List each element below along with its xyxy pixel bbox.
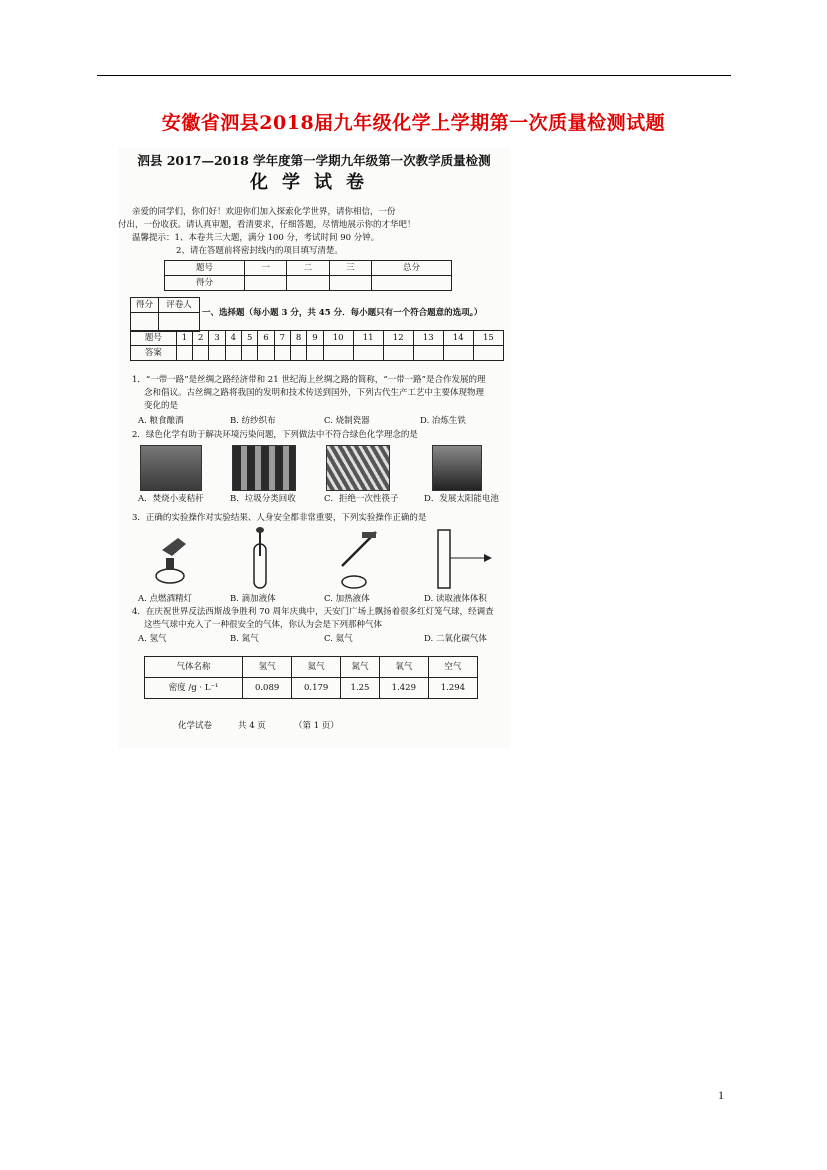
q1-option-b: B. 纺纱织布 bbox=[230, 416, 276, 426]
q4-option-d: D. 二氧化碳气体 bbox=[424, 634, 487, 644]
answer-blank-cell bbox=[242, 346, 258, 361]
q2-option-d: D．发展太阳能电池 bbox=[424, 494, 499, 504]
gas-table-density-label: 密度 /g · L⁻¹ bbox=[145, 678, 243, 699]
exam-header: 泗县 2017—2018 学年度第一学期九年级第一次教学质量检测 bbox=[137, 153, 491, 168]
tip-line-1: 温馨提示：1、本卷共三大题，满分 100 分，考试时间 90 分钟。 bbox=[132, 233, 380, 243]
answer-blank-cell bbox=[443, 346, 473, 361]
gas-density-cell: 0.179 bbox=[292, 678, 341, 699]
q4-stem-2: 这些气球中充入了一种很安全的气体，你认为会是下列那种气体 bbox=[144, 620, 383, 630]
answer-number-cell: 4 bbox=[225, 331, 241, 346]
q1-stem-2: 念和倡议。古丝绸之路将我国的发明和技术传送到国外，下列古代生产工艺中主要体现物理 bbox=[144, 388, 485, 398]
gas-density-cell: 1.294 bbox=[428, 678, 477, 699]
answer-table-label: 答案 bbox=[131, 346, 177, 361]
grader-box bbox=[130, 297, 200, 332]
answer-blank-cell bbox=[274, 346, 290, 361]
score-cell bbox=[329, 276, 371, 291]
answer-blank-cell bbox=[383, 346, 413, 361]
chopsticks-photo bbox=[326, 445, 390, 491]
score-table-header: 三 bbox=[329, 261, 371, 276]
score-table-header: 题号 bbox=[165, 261, 245, 276]
gas-name-cell: 氦气 bbox=[292, 657, 341, 678]
gas-name-cell: 空气 bbox=[428, 657, 477, 678]
score-table-header: 总分 bbox=[371, 261, 451, 276]
gas-name-cell: 氢气 bbox=[243, 657, 292, 678]
grader-score-label: 得分 bbox=[131, 298, 159, 313]
answer-table bbox=[130, 330, 504, 361]
q4-option-b: B. 氮气 bbox=[230, 634, 259, 644]
score-table-header: 一 bbox=[245, 261, 287, 276]
q4-stem-1: 4．在庆祝世界反法西斯战争胜利 70 周年庆典中，天安门广场上飘扬着很多红灯笼气球，经调查 bbox=[132, 607, 494, 617]
gas-density-cell: 1.25 bbox=[341, 678, 380, 699]
grader-reviewer-label: 评卷人 bbox=[158, 298, 199, 313]
answer-blank-cell bbox=[193, 346, 209, 361]
q2-option-a: A．焚烧小麦秸秆 bbox=[138, 494, 204, 504]
answer-table-label: 题号 bbox=[131, 331, 177, 346]
document-title: 安徽省泗县2018届九年级化学上学期第一次质量检测试题 bbox=[161, 112, 666, 134]
answer-blank-cell bbox=[209, 346, 225, 361]
answer-blank-cell bbox=[290, 346, 306, 361]
answer-number-cell: 14 bbox=[443, 331, 473, 346]
q1-option-d: D. 冶炼生铁 bbox=[420, 416, 466, 426]
answer-blank-cell bbox=[323, 346, 353, 361]
score-cell bbox=[287, 276, 329, 291]
score-table bbox=[164, 260, 452, 291]
dropping-liquid-figure bbox=[246, 526, 286, 592]
scanned-exam-page bbox=[118, 148, 510, 748]
lighting-alcohol-lamp-figure bbox=[148, 530, 198, 588]
score-cell bbox=[371, 276, 451, 291]
garbage-sorting-photo bbox=[232, 445, 296, 491]
q2-option-b: B．垃圾分类回收 bbox=[230, 494, 296, 504]
answer-number-cell: 10 bbox=[323, 331, 353, 346]
answer-number-cell: 6 bbox=[258, 331, 274, 346]
q3-option-d: D. 读取液体体积 bbox=[424, 594, 487, 604]
score-row-label: 得分 bbox=[165, 276, 245, 291]
answer-number-cell: 3 bbox=[209, 331, 225, 346]
q4-option-c: C. 氦气 bbox=[324, 634, 353, 644]
answer-number-cell: 11 bbox=[353, 331, 383, 346]
q4-option-a: A. 氢气 bbox=[138, 634, 167, 644]
footer-total-pages: 共 4 页 bbox=[238, 721, 266, 731]
answer-number-cell: 2 bbox=[193, 331, 209, 346]
answer-blank-cell bbox=[353, 346, 383, 361]
solar-panel-photo bbox=[432, 445, 482, 491]
answer-blank-cell bbox=[413, 346, 443, 361]
footer-page: （第 1 页） bbox=[294, 721, 339, 731]
answer-blank-cell bbox=[225, 346, 241, 361]
answer-number-cell: 12 bbox=[383, 331, 413, 346]
q3-option-c: C. 加热液体 bbox=[324, 594, 370, 604]
heating-liquid-figure bbox=[332, 526, 392, 592]
answer-blank-cell bbox=[176, 346, 192, 361]
gas-density-table bbox=[144, 656, 478, 699]
section-1-heading: 一、选择题（每小题 3 分，共 45 分．每小题只有一个符合题意的选项。） bbox=[202, 308, 483, 318]
intro-line-2: 付出，一份收获。请认真审题，看清要求，仔细答题，尽情地展示你的才华吧！ bbox=[118, 220, 416, 230]
page-number: 1 bbox=[718, 1088, 724, 1102]
answer-blank-cell bbox=[473, 346, 503, 361]
gas-table-header-label: 气体名称 bbox=[145, 657, 243, 678]
q1-option-a: A. 粮食酿酒 bbox=[138, 416, 184, 426]
answer-number-cell: 13 bbox=[413, 331, 443, 346]
burning-straw-photo bbox=[140, 445, 202, 491]
answer-number-cell: 5 bbox=[242, 331, 258, 346]
header-rule bbox=[97, 75, 731, 76]
q2-option-c: C．拒绝一次性筷子 bbox=[324, 494, 399, 504]
gas-density-cell: 0.089 bbox=[243, 678, 292, 699]
answer-blank-cell bbox=[258, 346, 274, 361]
answer-number-cell: 8 bbox=[290, 331, 306, 346]
reading-volume-figure bbox=[434, 528, 498, 590]
gas-density-cell: 1.429 bbox=[379, 678, 428, 699]
score-table-header: 二 bbox=[287, 261, 329, 276]
score-cell bbox=[245, 276, 287, 291]
gas-name-cell: 氧气 bbox=[379, 657, 428, 678]
q3-stem: 3．正确的实验操作对实验结果、人身安全都非常重要，下列实验操作正确的是 bbox=[132, 513, 427, 523]
answer-blank-cell bbox=[307, 346, 323, 361]
q1-stem-3: 变化的是 bbox=[144, 401, 179, 411]
gas-name-cell: 氮气 bbox=[341, 657, 380, 678]
q3-option-a: A. 点燃酒精灯 bbox=[138, 594, 193, 604]
q1-option-c: C. 烧制瓷器 bbox=[324, 416, 370, 426]
q1-stem-1: 1．“一带一路”是丝绸之路经济带和 21 世纪海上丝绸之路的简称，“一带一路”是合作发展的理 bbox=[132, 375, 486, 385]
answer-number-cell: 15 bbox=[473, 331, 503, 346]
answer-number-cell: 9 bbox=[307, 331, 323, 346]
exam-subject-title: 化学试卷 bbox=[250, 172, 378, 193]
answer-number-cell: 7 bbox=[274, 331, 290, 346]
intro-line-1: 亲爱的同学们，你们好！欢迎你们加入探索化学世界，请你相信，一份 bbox=[132, 207, 396, 217]
footer-subject: 化学试卷 bbox=[178, 721, 213, 731]
answer-number-cell: 1 bbox=[176, 331, 192, 346]
q3-option-b: B. 滴加液体 bbox=[230, 594, 276, 604]
tip-line-2: 2、请在答题前将密封线内的项目填写清楚。 bbox=[176, 246, 343, 256]
q2-stem: 2．绿色化学有助于解决环境污染问题，下列做法中不符合绿色化学理念的是 bbox=[132, 430, 418, 440]
